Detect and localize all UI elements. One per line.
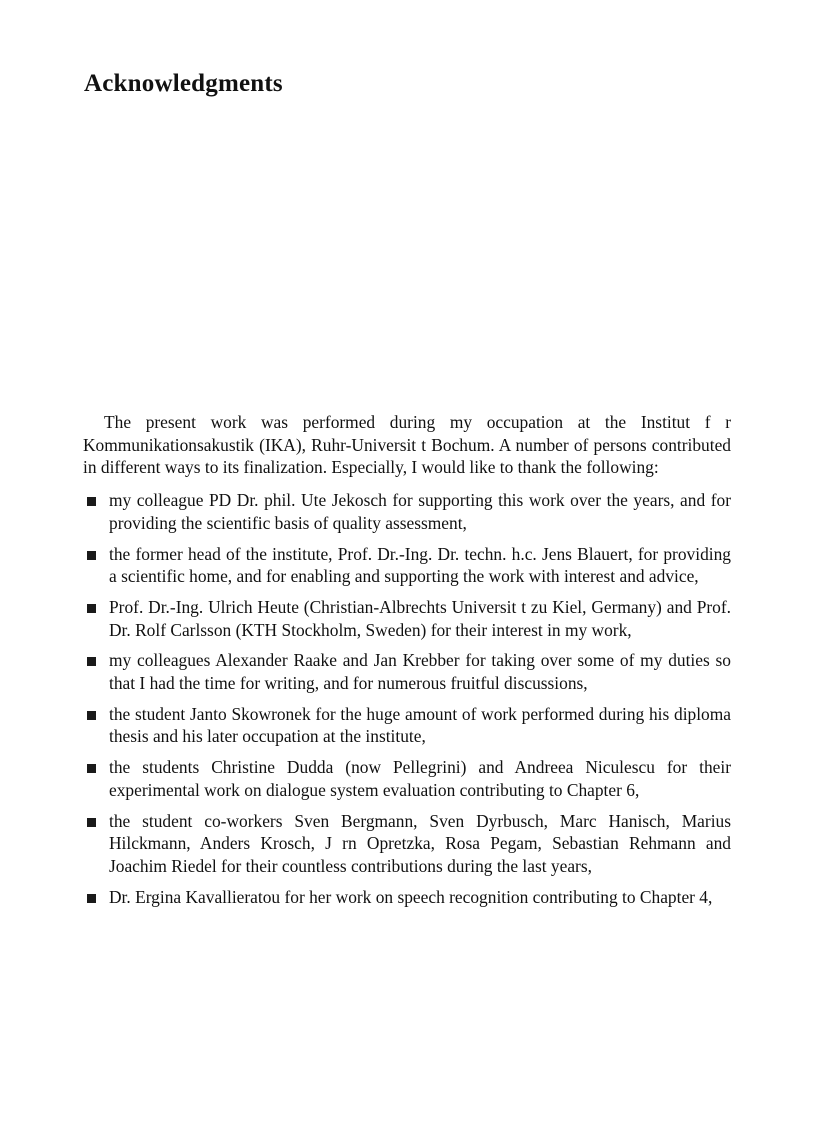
list-item-text: the student co-workers Sven Bergmann, Sven Dyrbusch, Marc Hanisch, Marius Hilckmann, Anders Krosch, J rn Opretzka, Rosa Pegam, Sebastian Rehmann and Joachim Riedel for their countless contributions during the last years, — [109, 810, 731, 876]
list-item-text: my colleagues Alexander Raake and Jan Krebber for taking over some of my duties so that I had the time for writing, and for numerous fruitful discussions, — [109, 650, 731, 694]
list-item — [83, 543, 731, 588]
square-bullet-icon — [87, 604, 96, 613]
list-item — [83, 886, 731, 909]
list-item-text: my colleague PD Dr. phil. Ute Jekosch for supporting this work over the years, and for providing the scientific basis of quality assessment, — [109, 490, 731, 533]
square-bullet-icon — [87, 657, 96, 666]
acknowledgments-list — [83, 489, 731, 908]
square-bullet-icon — [87, 497, 96, 506]
list-item — [83, 649, 731, 694]
list-item-text: the student Janto Skowronek for the huge amount of work performed during his diploma thesis and his later occupation at the institute, — [109, 703, 731, 747]
list-item-text: Dr. Ergina Kavallieratou for her work on speech recognition contributing to Chapter 4, — [109, 886, 713, 907]
square-bullet-icon — [87, 551, 96, 560]
list-item — [83, 703, 731, 748]
list-item — [83, 756, 731, 801]
list-item-text: Prof. Dr.-Ing. Ulrich Heute (Christian-Albrechts Universit t zu Kiel, Germany) and Prof. Dr. Rolf Carlsson (KTH Stockholm, Sweden) for their interest in my work, — [109, 596, 731, 640]
square-bullet-icon — [87, 818, 96, 827]
list-item-text: the former head of the institute, Prof. Dr.-Ing. Dr. techn. h.c. Jens Blauert, for providing a scientific home, and for enabling and supporting the work with interest and advice, — [109, 543, 731, 587]
acknowledgments-body — [83, 411, 731, 916]
square-bullet-icon — [87, 894, 96, 903]
page-title: Acknowledgments — [84, 70, 283, 97]
intro-paragraph: The present work was performed during my occupation at the Institut f r Kommunikationsakustik (IKA), Ruhr-Universit t Bochum. A number of persons contributed in different ways to its finalization. Especially, I would like to thank the following: — [83, 412, 731, 478]
list-item-text: the students Christine Dudda (now Pellegrini) and Andreea Niculescu for their experimental work on dialogue system evaluation contributing to Chapter 6, — [109, 757, 731, 800]
list-item — [83, 810, 731, 878]
list-item — [83, 596, 731, 641]
square-bullet-icon — [87, 711, 96, 720]
square-bullet-icon — [87, 764, 96, 773]
list-item — [83, 489, 731, 534]
